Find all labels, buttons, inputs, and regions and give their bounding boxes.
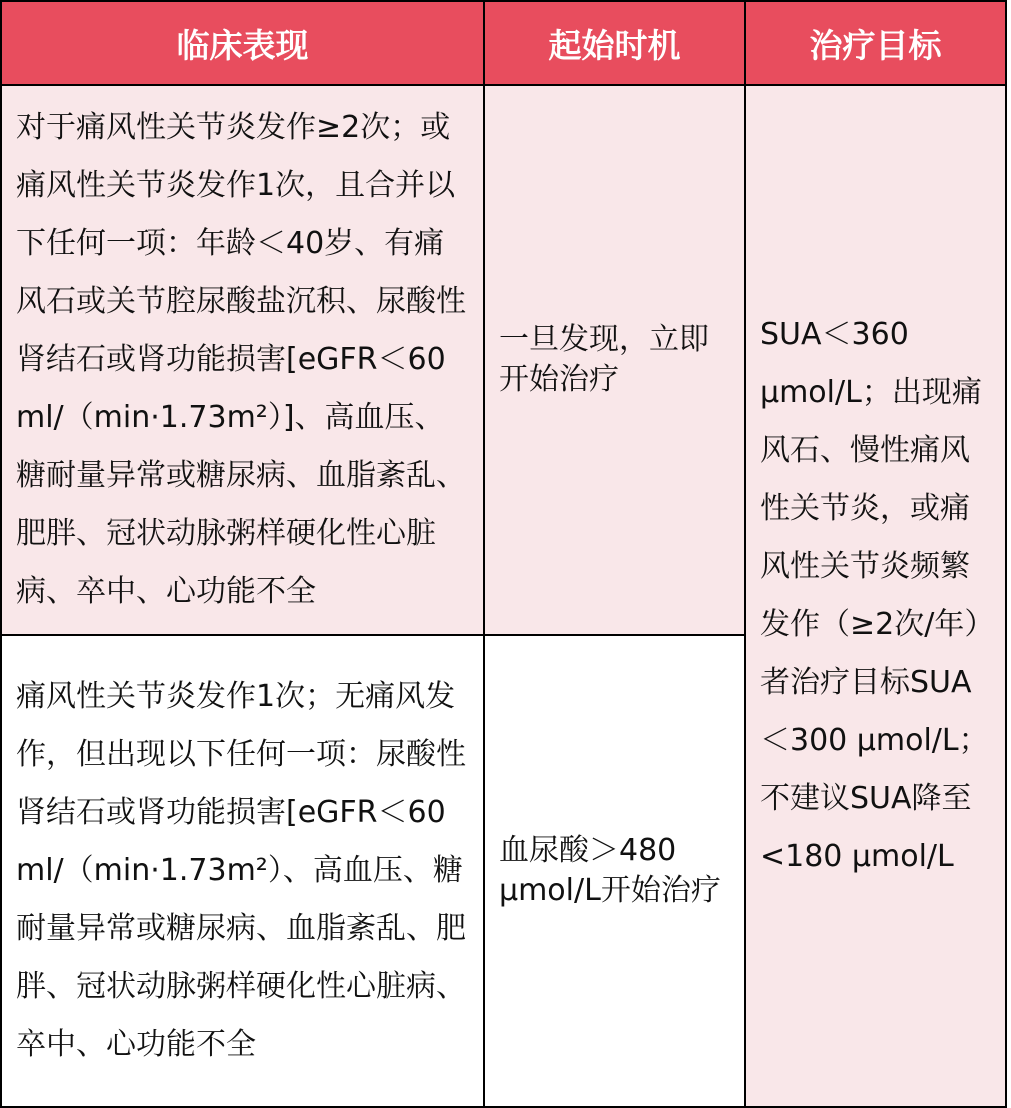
table-row xyxy=(1,85,1006,635)
row1-timing: 一旦发现，立即开始治疗 xyxy=(484,85,745,635)
row2-timing: 血尿酸＞480 μmol/L开始治疗 xyxy=(484,635,745,1107)
header-row xyxy=(1,1,1006,85)
header-target: 治疗目标 xyxy=(745,1,1006,85)
treatment-target: SUA＜360 μmol/L；出现痛风石、慢性痛风性关节炎，或痛风性关节炎频繁发作（≥2次/年）者治疗目标SUA＜300 μmol/L；不建议SUA降至<180 μmol/L xyxy=(745,85,1006,1107)
row1-clinical: 对于痛风性关节炎发作≥2次；或痛风性关节炎发作1次，且合并以下任何一项：年龄＜40岁、有痛风石或关节腔尿酸盐沉积、尿酸性肾结石或肾功能损害[eGFR＜60 ml/（min·1.73m²）]、高血压、糖耐量异常或糖尿病、血脂紊乱、肥胖、冠状动脉粥样硬化性心脏病、卒中、心功能不全 xyxy=(1,85,484,635)
header-timing: 起始时机 xyxy=(484,1,745,85)
header-clinical: 临床表现 xyxy=(1,1,484,85)
row2-clinical: 痛风性关节炎发作1次；无痛风发作，但出现以下任何一项：尿酸性肾结石或肾功能损害[eGFR＜60 ml/（min·1.73m²）、高血压、糖耐量异常或糖尿病、血脂紊乱、肥胖、冠状动脉粥样硬化性心脏病、卒中、心功能不全 xyxy=(1,635,484,1107)
